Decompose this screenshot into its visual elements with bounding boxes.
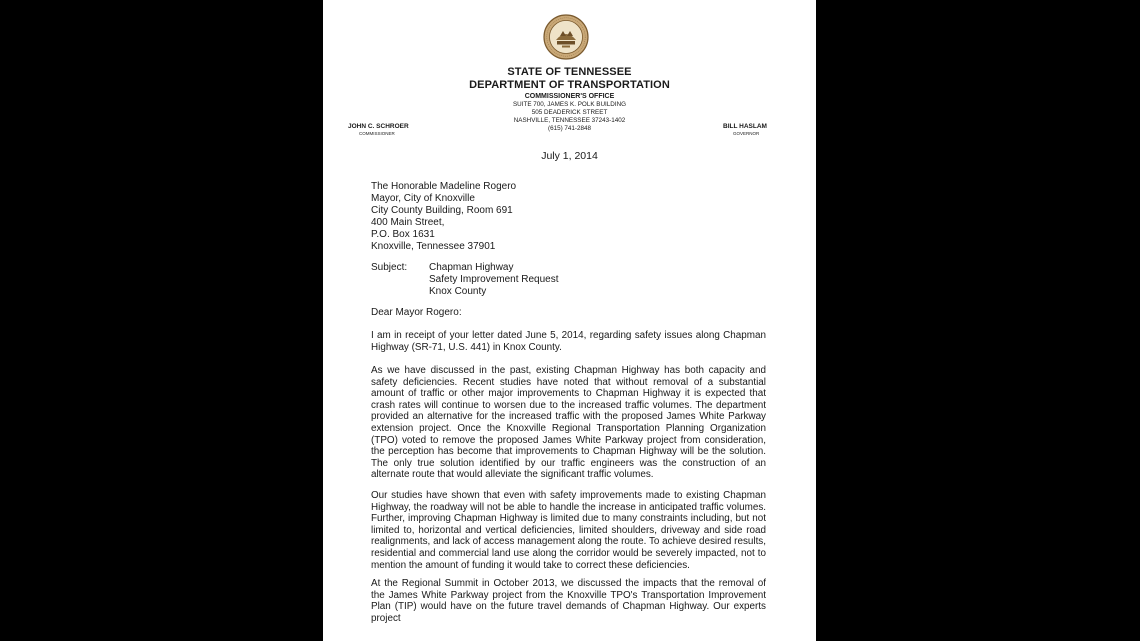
recipient-line: The Honorable Madeline Rogero (371, 181, 517, 192)
salutation: Dear Mayor Rogero: (371, 307, 462, 318)
recipient-line: City County Building, Room 691 (371, 205, 513, 216)
subject-line: Knox County (429, 286, 487, 297)
recipient-line: 400 Main Street, (371, 217, 445, 228)
letter-date: July 1, 2014 (541, 150, 598, 162)
subject-label: Subject: (371, 262, 408, 273)
letterhead-address-line3: NASHVILLE, TENNESSEE 37243-1402 (513, 117, 626, 124)
subject-line: Safety Improvement Request (429, 274, 559, 285)
letter-page (323, 0, 816, 641)
body-paragraph: I am in receipt of your letter dated June 5, 2014, regarding safety issues along Chapman Highway (SR-71, U.S. 441) in Knox County. (371, 330, 766, 353)
body-paragraph: Our studies have shown that even with safety improvements made to existing Chapman Highway, the roadway will not be able to handle the increase in anticipated traffic volumes. Further, improving Chapman Highway is limited due to many constraints including, but not limited to, horizontal and vertical deficiencies, limited shoulders, driveway and side road realignments, and lack of access management along the route. To achieve desired results, residential and commercial land use along the corridor would be severely impacted, not to mention the amount of funding it would take to correct these deficiencies. (371, 490, 766, 571)
recipient-line: Knoxville, Tennessee 37901 (371, 241, 496, 252)
governor-title: GOVERNOR (733, 131, 760, 136)
subject-line: Chapman Highway (429, 262, 514, 273)
governor-name: BILL HASLAM (723, 123, 767, 130)
letterhead-phone: (615) 741-2848 (547, 125, 592, 132)
state-seal-graphic (543, 14, 589, 60)
body-paragraph: As we have discussed in the past, existing Chapman Highway has both capacity and safety deficiencies. Recent studies have noted that without removal of a substantial amount of traffic or other major improvements to Chapman Highway it is expected that crash rates will continue to worsen due to the increased traffic volumes. The department provided an alternative for the increased traffic with the proposed James White Parkway extension project. Once the Knoxville Regional Transportation Planning Organization (TPO) voted to remove the proposed James White Parkway project from consideration, the perception has become that improvements to Chapman Highway will be the solution. The only true solution identified by our traffic engineers was the construction of an alternate route that would alleviate the significant traffic volumes. (371, 365, 766, 481)
letterhead-address-line1: SUITE 700, JAMES K. POLK BUILDING (512, 101, 627, 108)
recipient-line: Mayor, City of Knoxville (371, 193, 475, 204)
commissioner-title: COMMISSIONER (359, 131, 395, 136)
recipient-block (371, 181, 516, 253)
subject-lines (429, 262, 559, 298)
letterhead-office: COMMISSIONER'S OFFICE (524, 93, 615, 100)
commissioner-name: JOHN C. SCHROER (348, 123, 409, 130)
letterhead-department: DEPARTMENT OF TRANSPORTATION (469, 79, 670, 91)
letterhead-state: STATE OF TENNESSEE (507, 66, 632, 78)
recipient-line: P.O. Box 1631 (371, 229, 435, 240)
state-seal-icon (543, 14, 589, 60)
body-paragraph: At the Regional Summit in October 2013, we discussed the impacts that the removal of the James White Parkway project from the Knoxville TPO's Transportation Improvement Plan (TIP) would have on the future travel demands of Chapman Highway. Our experts project (371, 578, 766, 624)
letterhead-address-line2: 505 DEADERICK STREET (531, 109, 608, 116)
